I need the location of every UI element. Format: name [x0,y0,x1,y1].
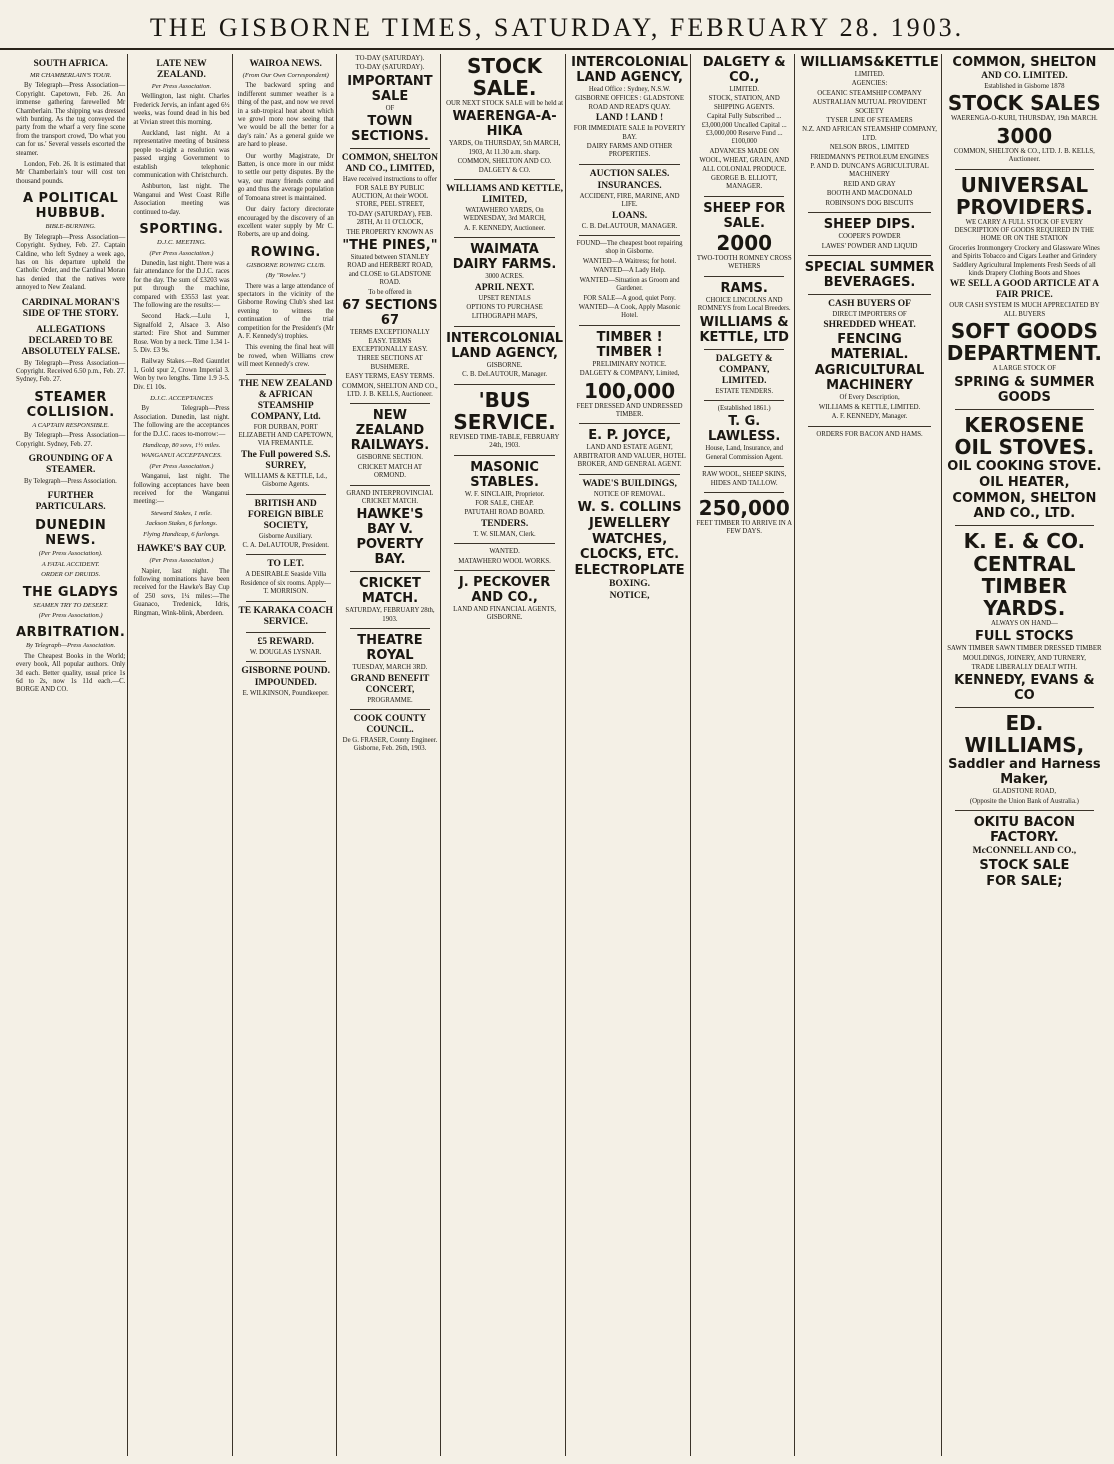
advertisement-line: OPTIONS TO PURCHASE [466,304,543,312]
article-subheading: (From Our Own Correspondent) [242,72,329,79]
advertisement-line: AGENCIES: [851,80,888,88]
advertisement-line: WANTED—Situation as Groom and Gardener. [579,276,680,293]
advertisement-line: KENNEDY, EVANS & CO [954,673,1095,704]
advertisement-line: CRICKET MATCH. [359,576,421,607]
article-headline: HAWKE'S BAY CUP. [136,544,226,555]
article-subheading: SEAMEN TRY TO DESERT. [33,601,109,609]
column-8 [798,54,941,1456]
article-subheading: Per Press Association. [151,83,212,90]
advertisement-line: ESTATE TENDERS. [715,387,774,395]
column-5 [444,54,566,1456]
article-paragraph: By Telegraph—Press Association—Copyright. Sydney, Feb. 27. [16,432,126,448]
advertisement-line: GRAND INTERPROVINCIAL CRICKET MATCH. [346,489,434,505]
advertisement-line: FOR DURBAN, PORT ELIZABETH AND CAPETOWN, VIA FREMANTLE. [238,423,333,448]
article-subheading: GISBORNE ROWING CLUB. [246,261,326,269]
advertisement-line: Saddler and Harness Maker, [948,757,1101,788]
advertisement-line: TO-DAY (SATURDAY). [355,55,425,62]
advertisement-line: DALGETY & CO., [702,55,786,85]
article-headline: THE GLADYS [22,584,119,600]
article-paragraph: The backward spring and indifferent summer weather is a thing of the past, and now we revel in a sub-tropical heat about which we growl more now seeing that 'we would be all the better for a day's rain.' As a general guide we are hard to please. [237,82,334,149]
advertisement-line: LOANS. [612,210,648,221]
advertisement-line: LIMITED. [854,71,885,78]
advertisement-line: Of Every Description, [839,394,900,402]
advertisement-line: 3000 ACRES. [485,273,524,281]
advertisement-line: A DESIRABLE Seaside Villa Residence of six rooms. Apply— T. MORRISON. [240,571,331,596]
advertisement-line: PROGRAMME. [367,696,413,704]
advertisement-line: 'BUS SERVICE. [453,387,556,434]
advertisement-line: DAIRY FARMS AND OTHER PROPERTIES. [586,143,673,159]
article-paragraph: Ashburton, last night. The Wanganui and West Coast Rifle Association meeting was continued to-day. [133,183,230,216]
advertisement-line: AUSTRALIAN MUTUAL PROVIDENT SOCIETY [812,99,927,115]
advertisement-line: APRIL NEXT. [474,282,535,293]
advertisement-line: A LARGE STOCK OF [992,365,1056,373]
advertisement-line: THEATRE ROYAL [357,633,423,664]
advertisement-line: HAWKE'S BAY V. POVERTY BAY. [356,507,424,568]
advertisement-line: E. P. JOYCE, [588,428,671,444]
article-headline: A POLITICAL HUBBUB. [22,191,119,222]
article-subheading: A FATAL ACCIDENT. [41,560,100,568]
article-headline: ARBITRATION. [16,625,126,641]
advertisement-line: JEWELLERY [589,515,671,531]
article-subheading: Steward Stakes, 1 mile. [150,509,212,517]
advertisement-line: £5 REWARD. [257,636,314,647]
advertisement-line: SAWN TIMBER SAWN TIMBER DRESSED TIMBER [947,645,1102,653]
article-headline: CARDINAL MORAN'S SIDE OF THE STORY. [21,297,120,319]
column-rule [454,384,555,385]
advertisement-line: ADVANCES MADE ON [709,147,779,155]
advertisement-line: FRIEDMANN'S PETROLEUM ENGINES [810,153,929,161]
advertisement-line: STOCK SALE [979,858,1070,874]
advertisement-line: NOTICE OF REMOVAL. [593,490,666,498]
advertisement-line: Established in Gisborne 1878 [984,83,1065,90]
advertisement-line: FOUND—The cheapest boot repairing shop in Gisborne. [576,240,683,256]
article-subheading: (Per Press Association.) [149,557,214,565]
advertisement-line: FOR IMMEDIATE SALE In POVERTY BAY. [573,125,686,141]
advertisement-line: TOWN SECTIONS. [351,114,429,145]
article-paragraph: Railway Stakes.—Red Gauntlet 1, Gold spur 2, Crown Imperial 3. Won by two lengths. Time 1.9 3-5. Div. £1 10s. [133,358,230,391]
advertisement-line: YARDS, On THURSDAY, 5th MARCH, 1903, At 11.30 a.m. sharp. [448,140,561,156]
advertisement-line: COMMON, SHELTON AND CO., LIMITED, [341,153,438,175]
article-paragraph: Dunedin, last night. There was a fair attendance for the D.J.C. races for the day. The sum of £3203 was put through the machine, compared with £3553 last year. The following are the results:— [133,259,230,309]
article-paragraph: Auckland, last night. At a representative meeting of business people to-night a resolution was passed urging Government to establish telephonic communication with Christchurch. [133,130,230,180]
advertisement-line: STOCK SALE. [466,54,543,100]
advertisement-line: UPSET RENTALS [478,294,531,302]
advertisement-line: CHOICE LINCOLNS AND ROMNEYS from Local Breeders. [697,296,791,313]
column-rule [955,707,1094,708]
advertisement-line: TERMS EXCEPTIONALLY EASY. TERMS EXCEPTIONALLY EASY. [350,329,430,353]
article-subheading: Jackson Stakes, 6 furlongs. [145,520,218,528]
advertisement-line: ED. WILLIAMS, [964,711,1085,758]
advertisement-line: T. G. LAWLESS. [708,414,781,445]
advertisement-line: MASONIC STABLES. [470,459,539,490]
article-headline: LATE NEW ZEALAND. [156,59,207,80]
advertisement-line: A. F. KENNEDY, Auctioneer. [463,224,546,232]
advertisement-line: WE SELL A GOOD ARTICLE AT A FAIR PRICE. [949,279,1099,301]
advertisement-line: ORDERS FOR BACON AND HAMS. [816,430,923,438]
advertisement-line: IMPORTANT SALE [347,73,433,104]
advertisement-line: TENDERS. [480,518,529,529]
advertisement-line: DIRECT IMPORTERS OF [832,310,907,318]
article-paragraph: The Cheapest Books in the World; every book, All popular authors. Only 3d each. Better quality, usual price 1s 6d to 2s, now 1s 11d each.—C. BORGE AND CO. [16,652,126,694]
advertisement-line: WILLIAMS & KETTLE, LTD [699,314,789,345]
column-rule [246,374,326,375]
advertisement-line: WATCHES, CLOCKS, ETC. [580,531,680,562]
advertisement-line: OIL HEATER, [979,474,1070,490]
advertisement-line: GISBORNE OFFICES : GLADSTONE ROAD AND READ'S QUAY. [575,95,684,111]
column-9 [945,54,1104,1456]
article-headline: STEAMER COLLISION. [26,389,115,420]
article-headline: ROWING. [250,244,321,260]
advertisement-line: WANTED—A Cook, Apply Masonic Hotel. [578,303,681,320]
advertisement-line: The Full powered S.S. SURREY, [241,449,331,471]
article-subheading: (Per Press Association). [38,550,103,558]
article-subheading: A CAPTAIN RESPONSIBLE. [32,421,110,429]
article-subheading: (Per Press Association.) [149,249,214,257]
column-rule [955,810,1094,811]
column-rule [704,492,784,493]
advertisement-line: RAW WOOL, SHEEP SKINS, HIDES AND TALLOW. [702,471,787,487]
advertisement-line: NEW ZEALAND RAILWAYS. [350,408,430,454]
advertisement-line: TUESDAY, MARCH 3RD. [352,664,428,672]
advertisement-line: Groceries Ironmongery Crockery and Glassware Wines and Spirits Tobacco and Cigars Leather and Grindery Saddlery Agricultural Implements Fresh Seeds of all kinds Drapery Clothing Boots and Shoes [948,244,1100,278]
advertisement-line: INSURANCES. [597,180,662,191]
column-6 [569,54,691,1456]
column-rule [704,349,784,350]
advertisement-line: OUR CASH SYSTEM IS MUCH APPRECIATED BY ALL BUYERS [949,302,1100,318]
column-rule [246,632,326,633]
advertisement-line: NELSON BROS., LIMITED [829,144,910,152]
advertisement-line: Have received instructions to offer FOR SALE BY PUBLIC AUCTION, At their WOOL STORE, PEEL STREET, [342,176,438,209]
column-rule [704,196,784,197]
advertisement-line: DALGETY & COMPANY, Limited, [579,370,680,378]
advertisement-line: Gisborne Auxiliary. [258,532,313,540]
article-subheading: MR CHAMBERLAIN'S TOUR. [30,72,112,79]
advertisement-line: TWO-TOOTH ROMNEY CROSS WETHERS [696,254,792,271]
column-rule [808,255,930,256]
advertisement-line: WILLIAMS AND KETTLE, LIMITED, [446,184,564,206]
column-rule [808,294,930,295]
article-subheading: WANGANUI ACCEPTANCES. [140,452,222,460]
advertisement-line: CENTRAL TIMBER YARDS. [973,551,1076,620]
article-paragraph: By Telegraph—Press Association. [24,477,117,485]
advertisement-line: OUR NEXT STOCK SALE will be held at [446,100,564,107]
advertisement-line: WAERENGA-O-KURI, THURSDAY, 19th MARCH. [950,115,1098,123]
article-paragraph: Our dairy factory directorate encouraged by the discovery of an excellent water supply by Mr C. Roberts, are up and doing. [237,206,334,239]
advertisement-line: Situated between STANLEY ROAD and HERBERT ROAD, and CLOSE to GLADSTONE ROAD. [347,254,433,287]
advertisement-line: ACCIDENT, FIRE, MARINE, AND LIFE. [579,192,680,209]
advertisement-line: TE KARAKA COACH SERVICE. [238,605,333,627]
advertisement-line: (Established 1861.) [717,404,771,412]
column-rule [955,409,1094,410]
advertisement-line: ROBINSON'S DOG BISCUITS [825,199,914,207]
advertisement-line: EASY TERMS, EASY TERMS. [345,373,435,381]
article-headline: ALLEGATIONS DECLARED TO BE ABSOLUTELY FALSE. [21,324,120,357]
advertisement-line: WILLIAMS&KETTLE [800,55,939,70]
column-rule [808,426,930,427]
column-rule [350,571,430,572]
advertisement-line: TYSER LINE OF STEAMERS [826,117,913,125]
advertisement-line: (Opposite the Union Bank of Australia.) [969,797,1079,805]
column-rule [704,466,784,467]
advertisement-line: P. AND D. DUNCAN'S AGRICULTURAL MACHINERY [810,163,929,179]
advertisement-line: STOCK, STATION, AND SHIPPING AGENTS. [708,95,780,111]
advertisement-line: COMMON, SHELTON & CO., LTD. J. B. KELLS, Auctioneer. [953,147,1095,164]
article-headline: DUNEDIN NEWS. [35,518,107,549]
column-rule [704,276,784,277]
advertisement-line: De G. FRASER, County Engineer. Gisborne, Feb. 26th, 1903. [342,737,438,753]
advertisement-line: TO-DAY (SATURDAY), FEB. 28TH, At 11 O'CLOCK, [347,210,433,227]
advertisement-line: OF [385,104,395,112]
advertisement-line: TO-DAY (SATURDAY). [355,64,425,72]
advertisement-line: COOPER'S POWDER [838,233,901,241]
advertisement-line: SPRING & SUMMER GOODS [954,374,1095,405]
advertisement-line: 2000 [716,230,773,255]
advertisement-line: SPECIAL SUMMER BEVERAGES. [804,259,935,290]
advertisement-line: COMMON, SHELTON [952,55,1097,70]
advertisement-line: IMPOUNDED. [254,678,317,689]
advertisement-line: STOCK SALES [947,91,1101,116]
column-rule [350,148,430,149]
advertisement-line: BRITISH AND FOREIGN BIBLE SOCIETY, [247,498,324,531]
article-paragraph: Our worthy Magistrate, Dr Batten, is once more in our midst to settle our petty disputes. By the way, our many friends come and go and thus the average population of Tomoana street is maintained. [237,152,334,202]
advertisement-line: COMMON, SHELTON AND CO., LTD. J. B. KELLS, Auctioneer. [342,382,438,398]
column-2 [131,54,232,1456]
advertisement-line: SATURDAY, FEBRUARY 28th, 1903. [345,607,435,623]
advertisement-line: TRADE LIBERALLY DEALT WITH. [971,663,1078,671]
advertisement-line: SHEEP DIPS. [823,217,916,233]
advertisement-line: GISBORNE POUND. [241,666,331,677]
advertisement-line: E. WILKINSON, Poundkeeper. [242,690,329,698]
article-headline: SPORTING. [139,222,224,238]
advertisement-line: W. DOUGLAS LYSNAR. [249,648,322,656]
article-headline: SOUTH AFRICA. [33,59,108,69]
column-rule [246,494,326,495]
column-rule [246,601,326,602]
column-rule [246,661,326,662]
article-paragraph: By Telegraph—Press Association—Copyright. Sydney, Feb. 27. Captain Caldine, who left Sydney a week ago, has on his departure upheld the Catholic Order, and the Cardinal Moran has denied that the natives were annoyed to New Zealand. [16,233,126,292]
column-rule [350,628,430,629]
article-subheading: D.J.C. ACCEPTANCES [150,395,213,402]
article-subheading: D.J.C. MEETING. [157,239,206,247]
advertisement-line: 250,000 [698,495,790,520]
advertisement-line: WANTED—A Waitress; for hotel. [582,257,677,265]
column-rule [350,709,430,710]
advertisement-line: LAND AND FINANCIAL AGENTS, GISBORNE. [453,605,556,622]
article-subheading: (Per Press Association.) [38,612,103,619]
advertisement-line: TIMBER ! TIMBER ! [596,329,663,360]
advertisement-line: GISBORNE. [486,361,523,369]
advertisement-line: FULL STOCKS [974,629,1074,645]
advertisement-line: TO LET. [267,559,304,570]
column-rule [808,212,930,213]
advertisement-line: RAMS. [720,280,768,296]
advertisement-line: ELECTROPLATE [574,562,685,578]
article-paragraph: Wanganui, last night. The following acceptances have been received for the Wanganui meeting:— [133,473,230,506]
advertisement-line: "THE PINES," [342,238,438,254]
article-subheading: ORDER OF DRUIDS. [41,571,101,579]
article-paragraph: By Telegraph—Press Association—Copyright. Received 6.50 p.m., Feb. 27. Sydney, Feb. 27. [16,359,126,384]
advertisement-line: OCEANIC STEAMSHIP COMPANY [817,89,922,97]
article-paragraph: Second Hack.—Lulu 1, Signalfold 2, Alsace 3. Also started: Fire Shot and Summer Rose. Won by a neck. Time 1.34 1-5. Div. £3 9s. [133,313,230,354]
advertisement-line: WANTED. [489,548,520,556]
article-subheading: BIBLE-BURNING. [45,223,96,231]
column-rule [955,169,1094,170]
article-paragraph: Napier, last night. The following nominations have been received for the Hawke's Bay Cup of 250 sovs, 1¼ miles:—The Guanaco, Tredenick, Idris, Ringman, Wink-blink, Aberdeen. [133,567,230,617]
article-paragraph: By Telegraph—Press Association. Dunedin, last night. The following are the acceptances for the D.J.C. races to-morrow:— [133,405,230,438]
advertisement-line: 100,000 [584,378,676,403]
advertisement-line: House, Land, Insurance, and General Commission Agent. [705,445,784,461]
column-1 [14,54,128,1456]
article-subheading: Flying Handicap, 6 furlongs. [143,530,220,538]
advertisement-line: SOFT GOODS DEPARTMENT. [946,319,1102,366]
advertisement-line: C. B. DeLAUTOUR, MANAGER. [581,222,678,230]
advertisement-line: THREE SECTIONS AT BUSHMERE. [357,355,423,371]
advertisement-line: COMMON, SHELTON AND CO. DALGETY & CO. [457,158,552,174]
column-rule [704,400,784,401]
advertisement-line: C. B. DeLAUTOUR, Manager. [462,371,548,379]
advertisement-line: ALWAYS ON HAND— [990,619,1058,627]
advertisement-line: FEET DRESSED AND UNDRESSED TIMBER. [576,402,683,418]
advertisement-line: C. A. DeLAUTOUR, President. [242,542,329,550]
advertisement-line: INTERCOLONIAL LAND AGENCY, [571,55,689,85]
advertisement-line: McCONNELL AND CO., [972,846,1077,857]
advertisement-line: DALGETY & COMPANY, LIMITED. [715,353,773,386]
column-rule [955,525,1094,526]
advertisement-line: LAWES' POWDER AND LIQUID [821,242,918,250]
advertisement-line: Capital Fully Subscribed ... £3,000,000 Uncalled Capital ... £3,000,000 Reserve Fund ... £100,000 [701,113,787,146]
advertisement-line: WAERENGA-A-HIKA [452,109,557,140]
advertisement-line: BOXING. [609,578,651,589]
advertisement-line: PRELIMINARY NOTICE. [592,360,667,368]
advertisement-line: K. E. & CO. [963,528,1086,553]
advertisement-line: 3000 [996,123,1053,148]
advertisement-line: FOR SALE, CHEAP. [475,499,534,507]
column-rule [454,237,555,238]
article-subheading: (Per Press Association.) [149,462,214,470]
newspaper-columns [14,54,1104,1456]
advertisement-line: COMMON, SHELTON AND CO., LTD. [952,490,1097,521]
column-rule [454,455,555,456]
article-headline: FURTHER PARTICULARS. [35,491,106,513]
article-paragraph: There was a large attendance of spectators in the vicinity of the Gisborne Rowing Club's shed last evening to witness the continuation of the trial competition for the President's (Mr A. F. Kennedy's) trophies. [237,282,334,340]
advertisement-line: 67 SECTIONS 67 [342,298,438,329]
masthead-title: THE GISBORNE TIMES, SATURDAY, FEBRUARY 28. 1903. [0,8,1114,50]
advertisement-line: SHEEP FOR SALE. [703,200,786,231]
advertisement-line: LAND ! LAND ! [595,113,664,124]
advertisement-line: OIL COOKING STOVE. [947,458,1102,474]
advertisement-line: WILLIAMS & KETTLE, LIMITED. [818,403,921,411]
advertisement-line: PATUTAHI ROAD BOARD. [464,509,545,517]
article-paragraph: London, Feb. 26. It is estimated that Mr Chamberlain's tour will cost ten thousand pounds. [16,161,126,185]
advertisement-line: BOOTH AND MACDONALD [826,190,913,198]
advertisement-line: CRICKET MATCH AT ORMOND. [357,463,422,480]
advertisement-line: WANTED—A Lady Help. [593,267,666,275]
article-subheading: (By "Rowlee.") [265,272,306,280]
advertisement-line: FOR SALE—A good, quiet Pony. [583,294,676,302]
advertisement-line: GISBORNE SECTION. [356,454,423,462]
article-headline: GROUNDING OF A STEAMER. [28,453,113,475]
advertisement-line: REID AND GRAY [843,180,896,188]
advertisement-line: W. S. COLLINS [577,499,682,515]
column-rule [579,235,680,236]
advertisement-line: WAIMATA DAIRY FARMS. [452,242,557,273]
column-rule [579,325,680,326]
column-rule [454,543,555,544]
advertisement-line: AGRICULTURAL MACHINERY [814,363,925,394]
advertisement-line: LAND AND ESTATE AGENT, ARBITRATOR AND VALUER, HOTEL BROKER, AND GENERAL AGENT. [573,444,686,469]
column-rule [246,554,326,555]
advertisement-line: LIMITED. [729,86,760,93]
advertisement-line: NOTICE, [609,590,650,601]
advertisement-line: LITHOGRAPH MAPS, [471,313,538,321]
column-rule [454,570,555,571]
advertisement-line: GLADSTONE ROAD, [992,788,1057,796]
advertisement-line: J. PECKOVER AND CO., [458,574,551,605]
advertisement-line: UNIVERSAL PROVIDERS. [955,172,1093,219]
advertisement-line: WATAWHERO YARDS, On WEDNESDAY, 3rd MARCH, [463,207,546,223]
advertisement-line: MOULDINGS, JOINERY, AND TURNERY, [962,654,1086,662]
article-subheading: By Telegraph—Press Association. [26,642,116,650]
advertisement-line: THE PROPERTY KNOWN AS [346,228,434,236]
column-4 [340,54,441,1456]
column-rule [350,403,430,404]
column-rule [579,474,680,475]
column-rule [579,423,680,424]
advertisement-line: WE CARRY A FULL STOCK OF EVERY DESCRIPTION OF GOODS REQUIRED IN THE HOME OR ON THE STATION [954,218,1095,243]
column-rule [350,485,430,486]
article-paragraph: This evening the final heat will be rowed, when Williams crew will meet Kennedy's crew. [237,344,334,369]
advertisement-line: AND CO. LIMITED. [981,71,1068,81]
advertisement-line: WADE'S BUILDINGS, [582,478,677,489]
column-rule [579,164,680,165]
advertisement-line: FEET TIMBER TO ARRIVE IN A FEW DAYS. [696,519,792,536]
advertisement-line: To be offered in [368,288,412,296]
advertisement-line: REVISED TIME-TABLE, FEBRUARY 24th, 1903. [449,433,560,450]
column-7 [694,54,795,1456]
advertisement-line: KEROSENE OIL STOVES. [954,412,1095,459]
advertisement-line: OKITU BACON FACTORY. [973,815,1076,846]
advertisement-line: GRAND BENEFIT CONCERT, [350,673,430,695]
advertisement-line: WILLIAMS & KETTLE, Ld., Gisborne Agents. [244,472,328,489]
advertisement-line: COOK COUNTY COUNCIL. [353,714,427,735]
advertisement-line: FENCING MATERIAL. [830,332,909,363]
advertisement-line: AUCTION SALES. [589,168,670,179]
advertisement-line: THE NEW ZEALAND & AFRICAN STEAMSHIP COMPANY, Ltd. [238,378,333,422]
advertisement-line: WOOL, WHEAT, GRAIN, AND ALL COLONIAL PRODUCE. [699,157,789,173]
advertisement-line: T. W. SILMAN, Clerk. [473,530,536,538]
advertisement-line: W. F. SINCLAIR, Proprietor. [464,490,545,498]
advertisement-line: Head Office : Sydney, N.S.W. [588,86,671,93]
advertisement-line: GEORGE B. ELLIOTT, MANAGER. [711,175,778,191]
advertisement-line: INTERCOLONIAL LAND AGENCY, [446,330,564,361]
column-3 [236,54,337,1456]
article-paragraph: By Telegraph—Press Association—Copyright. Capetown, Feb. 26. An immense gathering farewelled Mr Chamberlain. The shipping was dressed with bunting. As the tug conveyed the party from the wharf a very fine scene from the transport crowd, 'Do what you can for us.' Several vessels escorted the steamer. [16,82,126,157]
advertisement-line: A. F. KENNEDY, Manager. [831,413,908,421]
advertisement-line: MATAWHERO WOOL WORKS. [458,557,551,565]
column-rule [454,179,555,180]
article-headline: WAIROA NEWS. [249,59,322,69]
advertisement-line: FOR SALE; [986,874,1063,890]
advertisement-line: CASH BUYERS OF [828,298,911,309]
article-paragraph: Wellington, last night. Charles Frederick Jervis, an infant aged 6½ weeks, was found dead in his bed at Vivian street this morning. [133,93,230,126]
advertisement-line: SHREDDED WHEAT. [823,320,916,331]
advertisement-line: N.Z. AND AFRICAN STEAMSHIP COMPANY, LTD. [802,126,937,142]
column-rule [454,326,555,327]
article-subheading: Handicap, 80 sovs, 1½ miles. [142,442,221,450]
